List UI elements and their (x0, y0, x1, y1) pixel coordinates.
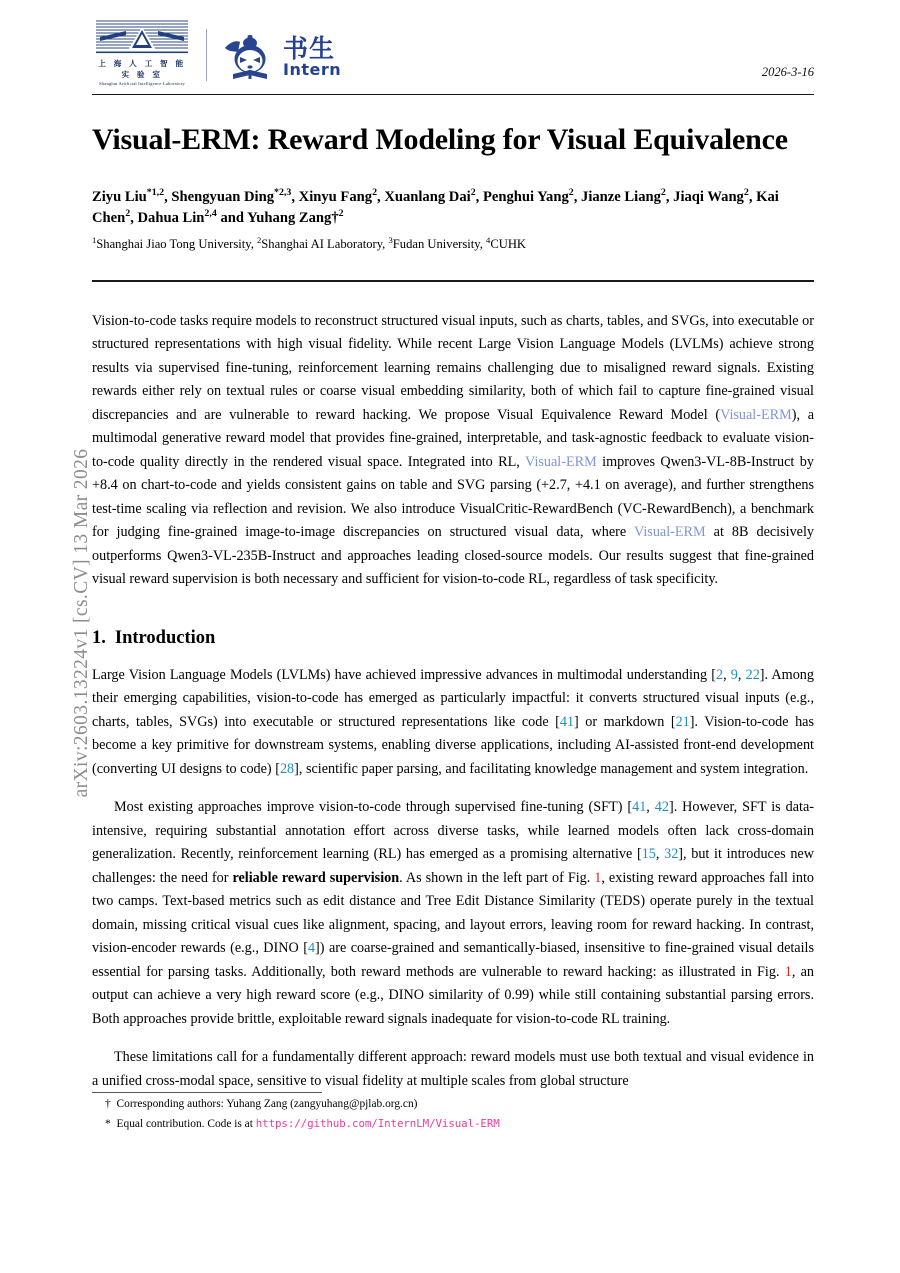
citation-link[interactable]: 22 (745, 666, 760, 683)
header-date: 2026-3-16 (761, 65, 814, 79)
footnote-line (92, 1116, 814, 1133)
citation-link[interactable]: 9 (730, 666, 738, 683)
text-run: ]. Vision-to-code has become a key primitive for downstream systems, enabling diverse applications, including AI-assisted front-end development (converting UI designs to code) [ (92, 713, 814, 777)
model-name-link[interactable]: Visual-ERM (720, 406, 792, 423)
arxiv-stamp: arXiv:2603.13224v1 [cs.CV] 13 Mar 2026 (71, 448, 92, 798)
text-run: at 8B decisively outperforms Qwen3-VL-235B-Instruct and approaches leading closed-source models. Our results suggest that fine-grained visual reward supervision is both necessary and sufficient for vision-to-code RL, regardless of task specificity. (92, 524, 814, 588)
shanghai-lab-english-name: Shanghai Artificial Intelligence Laboratory (99, 81, 185, 86)
section-number: 1. (92, 627, 106, 648)
author-name: , Penghui Yang (475, 188, 569, 205)
author-affiliation-marker: *2,3 (274, 186, 292, 198)
logo-divider (206, 29, 207, 81)
author-name: , Kai Chen (92, 188, 779, 226)
footnotes (92, 1092, 814, 1134)
intern-mascot-icon (221, 30, 277, 86)
text-run: These limitations call for a fundamentally different approach: reward models must use both textual and visual evidence in a unified cross-modal space, sensitive to visual fidelity at multiple scales from global structure (92, 1049, 814, 1089)
citation-link[interactable]: 15 (641, 846, 656, 863)
footnote-marker: * (105, 1118, 111, 1131)
model-name-link[interactable]: Visual-ERM (633, 524, 706, 541)
affiliation-marker: 1 (92, 234, 97, 245)
text-run: Vision-to-code tasks require models to reconstruct structured visual inputs, such as charts, tables, and SVGs, into executable or structured representations with high visual fidelity. While recent Large Vision Language Models (LVLMs) achieve strong results via supervised fine-tuning, reinforcement learning remains challenging due to misaligned reward signals. Existing rewards either rely on textual rules or coarse visual embedding similarity, both of which fail to capture fine-grained visual discrepancies and are vulnerable to reward hacking. We propose Visual Equivalence Reward Model ( (92, 312, 814, 423)
abstract-top-rule (92, 280, 814, 282)
author-affiliation-marker: 2 (743, 186, 749, 198)
logo-row (92, 0, 814, 86)
section-title: Introduction (114, 627, 216, 648)
author-name: , Xinyu Fang (291, 188, 373, 205)
figure-ref-link[interactable]: 1 (784, 963, 792, 980)
affiliation-list (92, 236, 814, 254)
code-url-link[interactable]: https://github.com/InternLM/Visual-ERM (255, 1117, 500, 1131)
affiliation-marker: 2 (257, 234, 262, 245)
text-run: improves Qwen3-VL-8B-Instruct by +8.4 on chart-to-code and yields consistent gains on table and SVG parsing (+2.7, +4.1 on average), and further strengthens test-time scaling via reflection and revision. We also introduce VisualCritic-RewardBench (VC-RewardBench), a benchmark for judging fine-grained image-to-image discrepancies on structured visual data, where (92, 453, 814, 541)
author-name: and Yuhang Zang† (216, 209, 339, 226)
model-name-link[interactable]: Visual-ERM (525, 453, 597, 470)
author-affiliation-marker: 2 (125, 207, 131, 219)
affiliation-name: Shanghai AI Laboratory, (261, 236, 389, 251)
shanghai-ai-lab-logo (92, 18, 192, 86)
section-heading-introduction (92, 628, 814, 649)
affiliation-name: Fudan University, (392, 236, 487, 251)
citation-link[interactable]: 41 (632, 799, 647, 816)
author-affiliation-marker: 2,4 (204, 207, 217, 219)
text-run: , (646, 799, 655, 816)
citation-link[interactable]: 4 (307, 940, 316, 957)
affiliation-marker: 3 (388, 234, 393, 245)
citation-link[interactable]: 42 (654, 799, 669, 816)
text-run: ], scientific paper parsing, and facilitating knowledge management and system integration. (294, 760, 809, 777)
shanghai-ai-lab-mark-icon (92, 18, 192, 56)
author-name: , Shengyuan Ding (164, 188, 275, 205)
text-run: Corresponding authors: Yuhang Zang (zangyuhang@pjlab.org.cn) (113, 1098, 418, 1110)
footnote-marker: † (105, 1098, 111, 1110)
text-run: , (655, 846, 665, 863)
footnote-rule (92, 1092, 322, 1093)
header-rule (92, 94, 814, 95)
author-affiliation-marker: 2 (660, 186, 666, 198)
author-name: , Jiaqi Wang (665, 188, 744, 205)
body-paragraph (92, 796, 814, 1031)
text-run: Large Vision Language Models (LVLMs) have achieved impressive advances in multimodal understanding [ (92, 666, 716, 683)
body-paragraph (92, 1046, 814, 1093)
author-affiliation-marker: 2 (338, 207, 344, 219)
text-run: , (723, 666, 731, 683)
author-affiliation-marker: 2 (470, 186, 476, 198)
masthead (92, 0, 814, 92)
text-run: ] or markdown [ (574, 713, 676, 730)
citation-link[interactable]: 2 (716, 666, 724, 683)
author-name: Ziyu Liu (92, 188, 147, 205)
abstract (92, 310, 814, 592)
affiliation-name: Shanghai Jiao Tong University, (96, 236, 258, 251)
text-run: , (737, 666, 746, 683)
paper-content (92, 0, 814, 1107)
text-run: ), a multimodal generative reward model that provides fine-grained, interpretable, and task-agnostic feedback to evaluate vision-to-code quality directly in the rendered visual space. Integrated into RL, (92, 406, 814, 470)
author-affiliation-marker: 2 (372, 186, 378, 198)
text-run: ]. However, SFT is data-intensive, requiring substantial annotation effort across diverse tasks, while learned models often lack cross-domain generalization. Recently, reinforcement learning (RL) has emerged as a promising alternative [ (92, 799, 814, 863)
author-name: , Dahua Lin (130, 209, 205, 226)
text-run: , an output can achieve a very high reward score (e.g., DINO similarity of 0.99) while still containing substantial parsing errors. Both approaches provide brittle, exploitable reward signals inadequate for vision-to-code RL training. (92, 963, 814, 1027)
citation-link[interactable]: 32 (664, 846, 679, 863)
author-affiliation-marker: *1,2 (146, 186, 165, 198)
author-name: , Xuanlang Dai (377, 188, 471, 205)
author-list (92, 187, 814, 229)
body-paragraph (92, 664, 814, 782)
citation-link[interactable]: 28 (279, 760, 295, 777)
footnote-lines (92, 1096, 814, 1134)
text-run: ]) are coarse-grained and semantically-biased, insensitive to fine-grained visual details essential for parsing tasks. Additionally, both reward methods are vulnerable to reward hacking: as illustrated in Fig. (92, 940, 815, 980)
figure-ref-link[interactable]: 1 (594, 869, 602, 886)
shanghai-lab-chinese-name: 上 海 人 工 智 能 实 验 室 (98, 59, 186, 79)
intern-wordmark (283, 33, 342, 81)
intern-english-name: Intern (283, 59, 342, 79)
author-affiliation-marker: 2 (568, 186, 574, 198)
text-run: , existing reward approaches fall into two camps. Text-based metrics such as edit distance and Tree Edit Distance Similarity (TEDS) operate purely in the textual domain, missing critical visual cues like alignment, spacing, and layout errors, leaving room for reward hacking. In contrast, vision-encoder rewards (e.g., DINO [ (92, 869, 814, 957)
emphasized-text: reliable reward supervision (232, 869, 400, 886)
text-run: ], but it introduces new challenges: the need for (92, 846, 814, 886)
page-title: Visual-ERM: Reward Modeling for Visual Equivalence (92, 123, 788, 156)
affiliation-marker: 4 (486, 234, 491, 245)
body-paragraphs (92, 664, 814, 1094)
author-name: , Jianze Liang (573, 188, 661, 205)
citation-link[interactable]: 41 (559, 713, 575, 730)
intern-logo (221, 30, 341, 86)
intern-chinese-name: 书生 (283, 33, 336, 63)
text-run: . As shown in the left part of Fig. (399, 869, 595, 886)
text-run: Equal contribution. Code is at (113, 1118, 256, 1131)
citation-link[interactable]: 21 (675, 713, 690, 730)
affiliation-name: CUHK (490, 236, 527, 251)
footnote-line (92, 1096, 814, 1113)
text-run: ]. Among their emerging capabilities, vision-to-code has emerged as particularly impactful: it converts structured visual inputs (e.g., charts, tables, SVGs) into executable or structured representations like code [ (92, 666, 814, 730)
text-run: Most existing approaches improve vision-to-code through supervised fine-tuning (SFT) [ (114, 799, 633, 816)
